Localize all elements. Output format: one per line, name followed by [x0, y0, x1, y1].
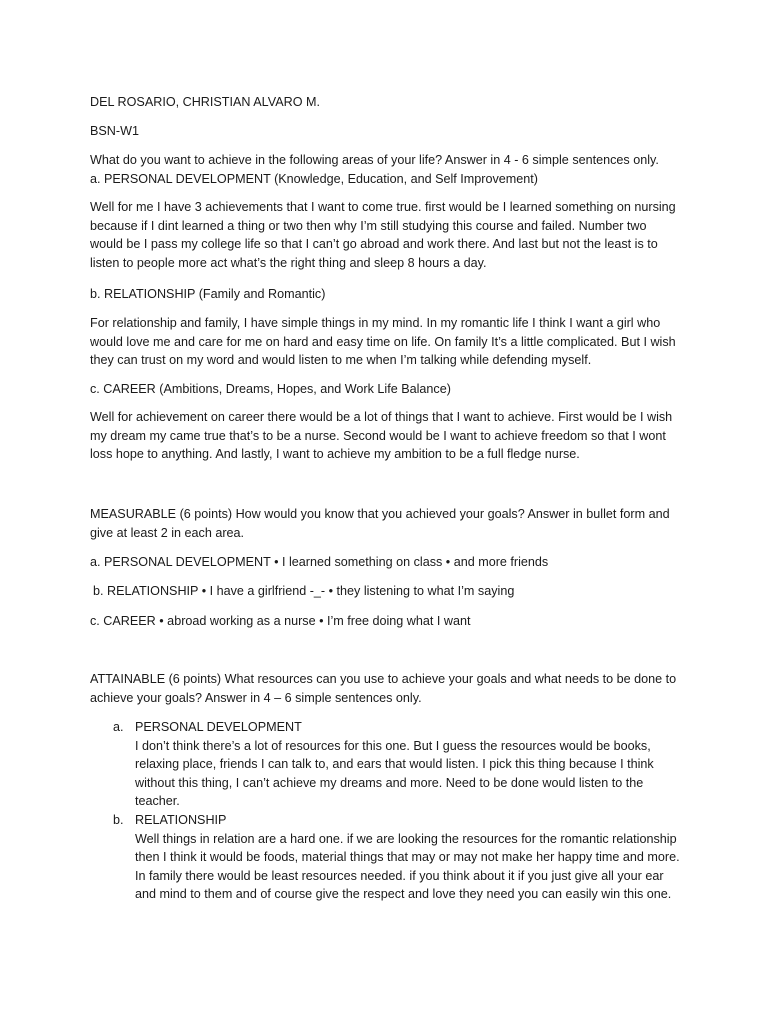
career-heading: c. CAREER (Ambitions, Dreams, Hopes, and Work Life Balance)	[90, 382, 451, 396]
attainable-personal-heading: PERSONAL DEVELOPMENT	[135, 720, 302, 734]
attainable-personal-answer: I don’t think there’s a lot of resources for this one. But I guess the resources would be books, relaxing place, friends I can talk to, and ears that would listen. I pick this thing because I think without this thing, I can’t achieve my dreams and more. Need to be done would listen to the teacher.	[135, 738, 654, 809]
student-section: BSN-W1	[90, 124, 139, 138]
measurable-relationship: b. RELATIONSHIP • I have a girlfriend -_- • they listening to what I’m saying	[93, 584, 515, 598]
measurable-question: MEASURABLE (6 points) How would you know that you achieved your goals? Answer in bullet form and give at least 2 in each area.	[90, 507, 670, 540]
attainable-list	[90, 718, 680, 904]
list-marker: a.	[113, 720, 124, 734]
specific-question: What do you want to achieve in the following areas of your life? Answer in 4 - 6 simple sentences only.	[90, 153, 659, 167]
attainable-relationship-answer: Well things in relation are a hard one. if we are looking the resources for the romantic relationship then I think it would be foods, material things that may or may not make her happy time and more. In family there would be least resources needed. if you think about it if you just give all your ear and mind to them and of course give the respect and love they need you can easily win this one.	[135, 831, 680, 902]
list-item	[90, 718, 680, 811]
personal-development-heading: a. PERSONAL DEVELOPMENT (Knowledge, Education, and Self Improvement)	[90, 172, 538, 186]
measurable-career: c. CAREER • abroad working as a nurse • I’m free doing what I want	[90, 614, 471, 628]
list-marker: b.	[113, 812, 124, 827]
student-name: DEL ROSARIO, CHRISTIAN ALVARO M.	[90, 95, 320, 109]
relationship-heading: b. RELATIONSHIP (Family and Romantic)	[90, 287, 326, 301]
career-answer: Well for achievement on career there would be a lot of things that I want to achieve. First would be I wish my dream my came true that’s to be a nurse. Second would be I want to achieve freedom so that I wont loss hope to anything. And lastly, I want to achieve my ambition to be a full fledge nurse.	[90, 410, 673, 462]
measurable-personal: a. PERSONAL DEVELOPMENT • I learned something on class • and more friends	[90, 555, 549, 569]
attainable-relationship-heading: RELATIONSHIP	[135, 812, 227, 827]
attainable-question: ATTAINABLE (6 points) What resources can you use to achieve your goals and what needs to be done to achieve your goals? Answer in 4 – 6 simple sentences only.	[90, 672, 677, 705]
relationship-answer: For relationship and family, I have simple things in my mind. In my romantic life I think I want a girl who would love me and care for me on hard and easy time on life. On family It’s a little complicated. But I wish they can trust on my word and would listen to me when I’m talking while defending myself.	[90, 316, 676, 368]
list-item	[90, 811, 680, 904]
personal-development-answer: Well for me I have 3 achievements that I want to come true. first would be I learned something on nursing because if I dint learned a thing or two then why I’m still studying this course and failed. Number two would be I pass my college life so that I can’t go abroad and work there. And last but not the least is to listen to people more act what’s the right thing and sleep 8 hours a day.	[90, 200, 676, 270]
